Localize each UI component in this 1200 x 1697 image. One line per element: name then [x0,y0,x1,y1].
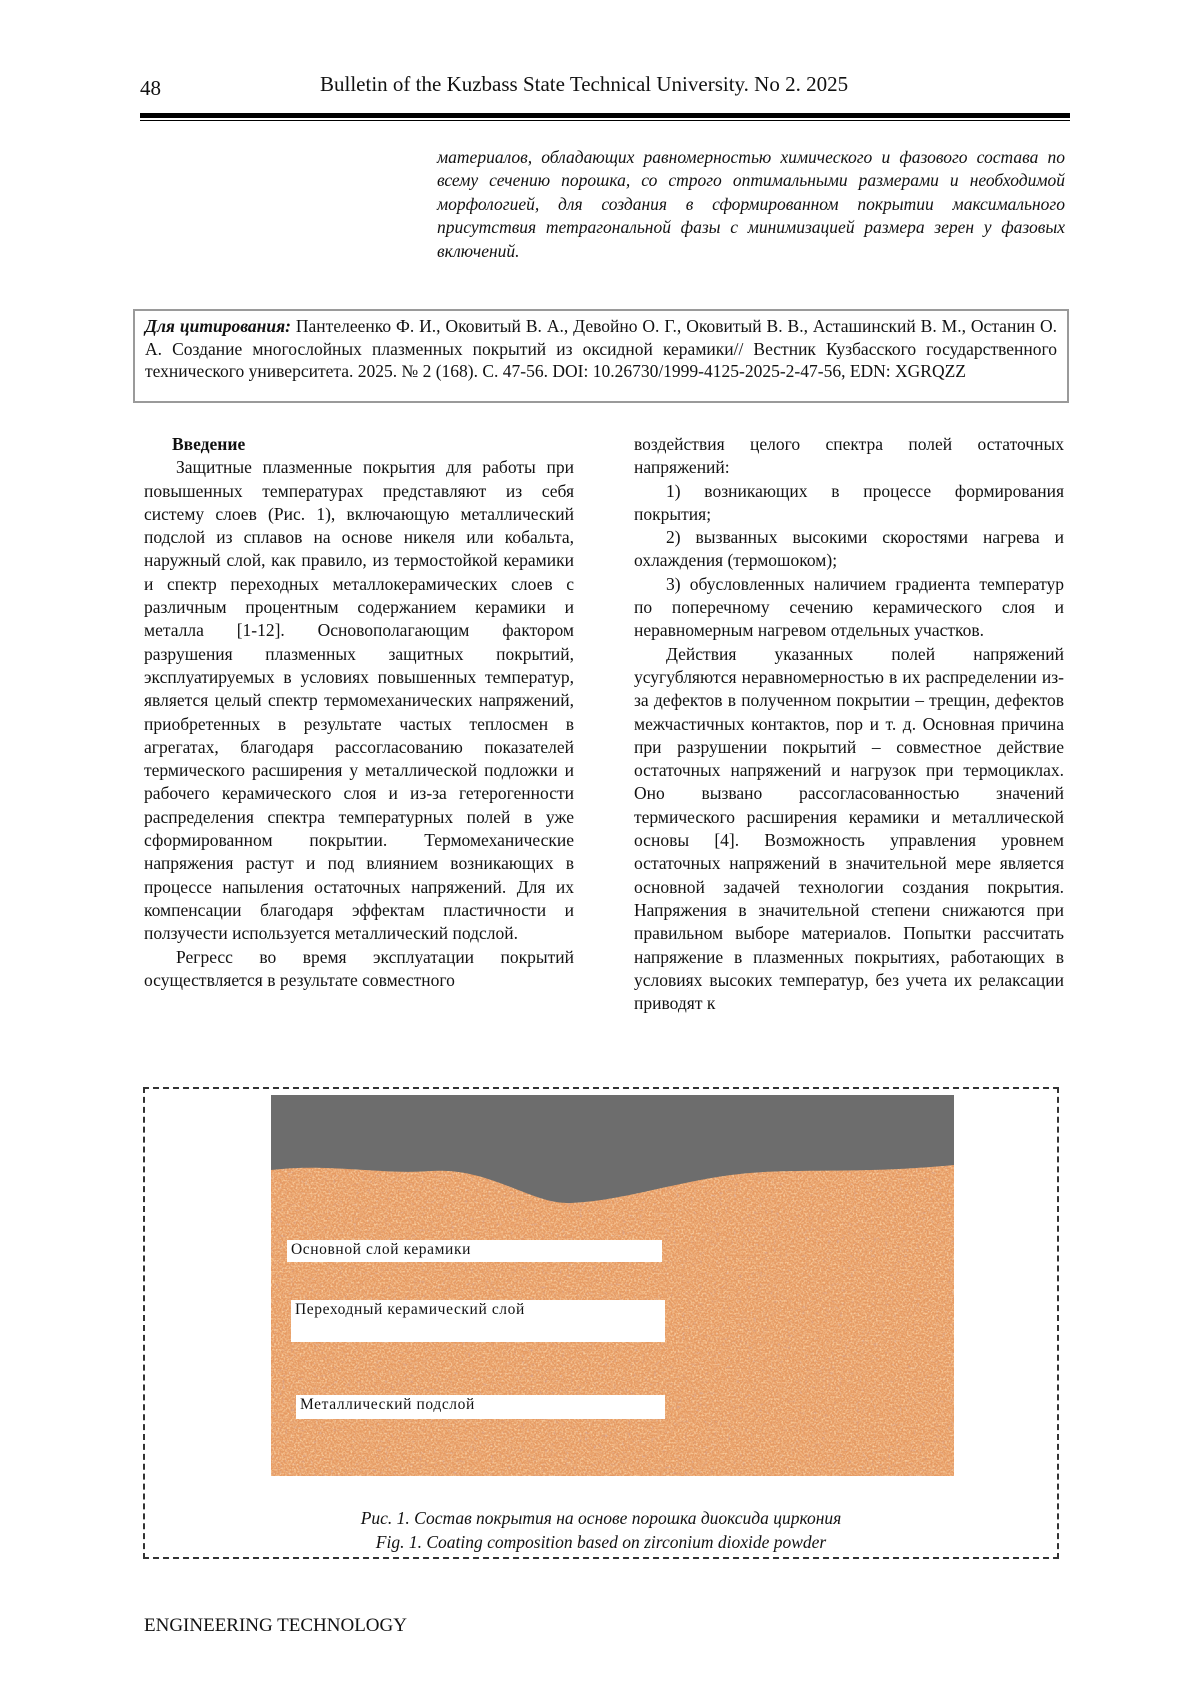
citation-text: Пантелеенко Ф. И., Оковитый В. А., Девойно О. Г., Оковитый В. В., Асташинский В. М., Останин О. А. Создание многослойных плазменных покрытий из оксидной керамики// Вестник Кузбасского государственного технического университета. 2025. № 2 (168). С. 47-56. DOI: 10.26730/1999-4125-2025-2-47-56, EDN: XGRQZZ [145,316,1058,381]
section-heading: Введение [172,434,246,454]
paragraph: Действия указанных полей напряжений усугубляются неравномерностью в их распределении из-за дефектов в полученном покрытии – трещин, дефектов межчастичных контактов, пор и т. д. Основная причина при разрушении покрытий – совместное действие остаточных напряжений и нагрузок при термоциклах. Оно вызвано рассогласованностью значений термического расширения керамики и металлической основы [4]. Возможность управления уровнем остаточных напряжений в значительной мере является основной задачей технологии создания покрытия. Напряжения в значительной степени снижаются при правильном выборе материалов. Попытки рассчитать напряжение в плазменных покрытиях, работающих в условиях высоких температур, без учета их релаксации приводят к [634,643,1064,1014]
label-ceramic-main: Основной слой керамики [287,1240,662,1262]
citation-box [133,309,1069,403]
list-item: 3) обусловленных наличием градиента температур по поперечному сечению керамического слоя и неравномерным нагревом отдельных участков. [634,573,1064,641]
abstract-tail: материалов, обладающих равномерностью химического и фазового состава по всему сечению порошка, со строго оптимальными размерами и необходимой морфологией, для создания в сформированном покрытии максимального присутствия тетрагональной фазы с минимизацией размера зерен у фазовых включений. [437,147,1065,261]
paragraph-lead: воздействия целого спектра полей остаточных напряжений: [634,434,1064,478]
paragraph: Регресс во время эксплуатации покрытий осуществляется в результате совместного [144,946,574,990]
header-rule-thin [140,120,1070,121]
page-number: 48 [140,76,161,100]
list-item: 2) вызванных высокими скоростями нагрева и охлаждения (термошоком); [634,527,1064,571]
figure-caption-en: Fig. 1. Coating composition based on zirconium dioxide powder [375,1532,827,1552]
running-footer: ENGINEERING TECHNOLOGY [144,1615,407,1636]
list-item: 1) возникающих в процессе формирования покрытия; [634,480,1064,524]
paragraph: Защитные плазменные покрытия для работы при повышенных температурах представляют из себя систему слоев (Рис. 1), включающую металлический подслой из сплавов на основе никеля или кобальта, наружный слой, как правило, из термостойкой керамики и спектр переходных металлокерамических слоев с различным процентным содержанием керамики и металла [1-12]. Основополагающим фактором разрушения плазменных защитных покрытий, эксплуатируемых в условиях повышенных температур, является целый спектр термомеханических напряжений, приобретенных в результате частых теплосмен в агрегатах, благодаря рассогласованию показателей термического расширения у металлической подложки и рабочего керамического слоя и из-за гетерогенности распределения спектра температурных полей в уже сформированном покрытии. Термомеханические напряжения растут и под влиянием возникающих в процессе напыления остаточных напряжений. Для их компенсации благодаря эффектам пластичности и ползучести используется металлический подслой. [144,457,574,944]
left-column [144,433,574,992]
right-column [634,433,1064,1015]
label-transition-layer: Переходный керамический слой [291,1300,665,1342]
header-rule-thick [140,113,1070,118]
figure-caption-ru: Рис. 1. Состав покрытия на основе порошка диоксида циркония [360,1508,842,1528]
citation-label: Для цитирования: [145,316,291,336]
label-metal-sublayer: Металлический подслой [296,1395,665,1419]
running-header [140,72,1070,102]
journal-title: Bulletin of the Kuzbass State Technical University. No 2. 2025 [320,72,849,96]
